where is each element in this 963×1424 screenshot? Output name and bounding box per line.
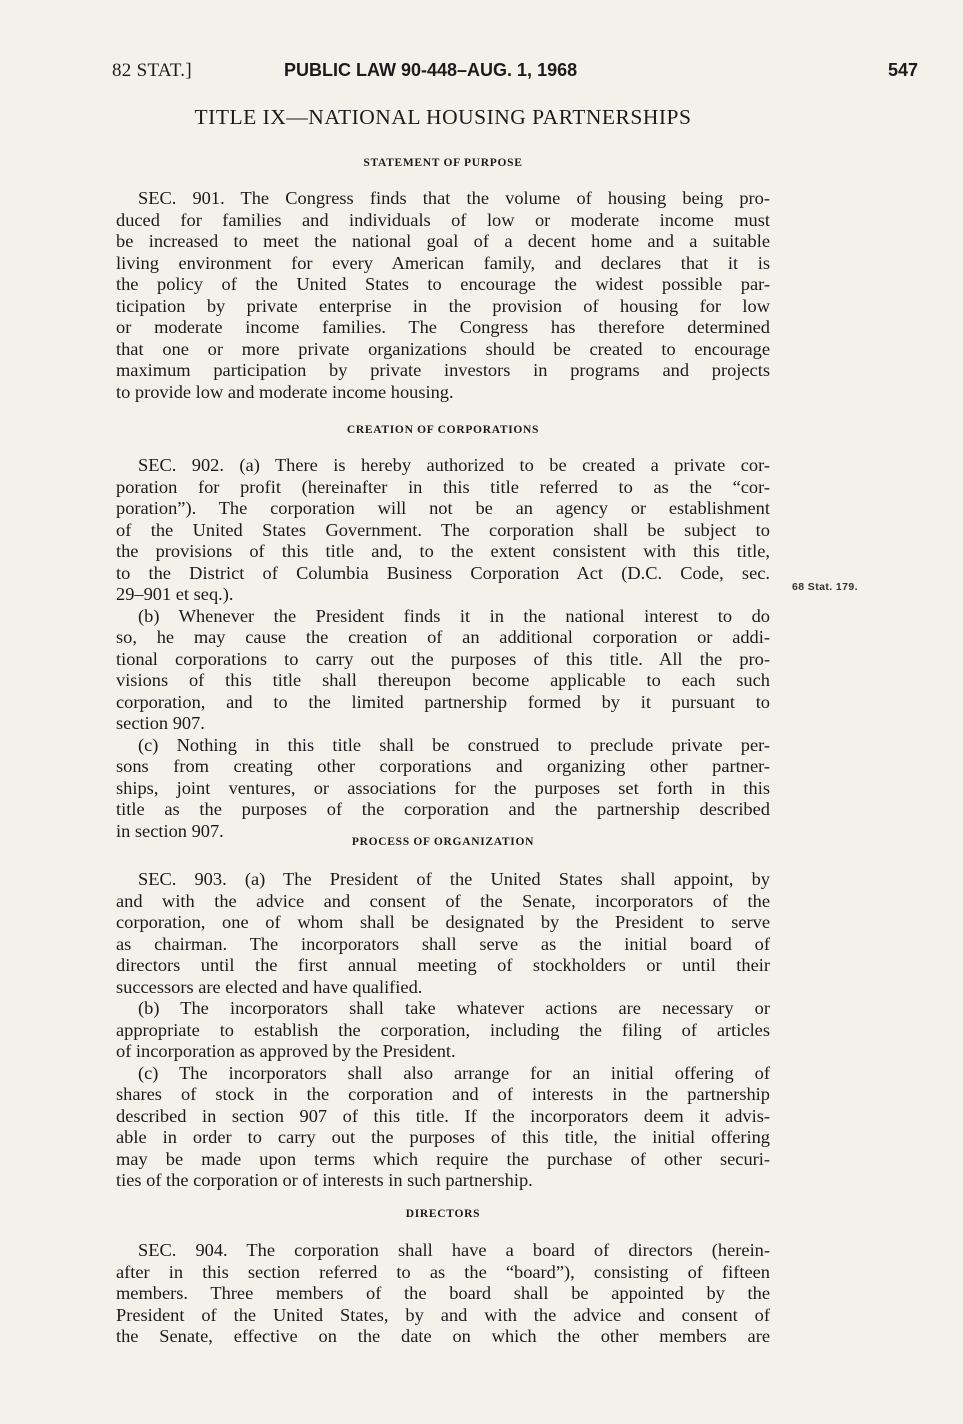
text-line: (b) Whenever the President finds it in the national interest to do — [138, 605, 770, 626]
section-heading-creation-of-corporations: CREATION OF CORPORATIONS — [346, 424, 540, 436]
text-line: duced for families and individuals of low or moderate income must — [116, 209, 770, 230]
section-901-text — [116, 188, 770, 403]
section-heading-directors: DIRECTORS — [405, 1208, 481, 1220]
text-line: described in section 907 of this title. If the incorporators deem it advis- — [116, 1105, 770, 1126]
text-line: SEC. 901. The Congress finds that the volume of housing being pro- — [138, 188, 770, 208]
text-line: appropriate to establish the corporation, including the filing of articles — [116, 1019, 770, 1040]
text-line: SEC. 904. The corporation shall have a board of directors (herein- — [138, 1240, 770, 1260]
text-line: the provisions of this title and, to the extent consistent with this title, — [116, 541, 770, 561]
text-line: (c) Nothing in this title shall be construed to preclude private per- — [138, 734, 770, 755]
text-line: section 907. — [116, 713, 205, 733]
text-line: after in this section referred to as the “board”), consisting of fifteen — [116, 1261, 770, 1282]
text-line: the Senate, effective on the date on which the other members are — [116, 1326, 770, 1346]
text-line: the policy of the United States to encourage the widest possible par- — [116, 274, 770, 294]
text-line: ships, joint ventures, or associations for the purposes set forth in this — [116, 777, 770, 798]
text-line: of incorporation as approved by the President. — [116, 1041, 456, 1061]
text-line: living environment for every American family, and declares that it is — [116, 252, 770, 273]
text-line: as chairman. The incorporators shall serve as the initial board of — [116, 933, 770, 954]
text-line: visions of this title shall thereupon become applicable to each such — [116, 670, 770, 690]
text-line: successors are elected and have qualified. — [116, 976, 423, 997]
section-902-text — [116, 455, 770, 842]
text-line: may be made upon terms which require the purchase of other securi- — [116, 1148, 770, 1169]
text-line: tional corporations to carry out the purposes of this title. All the pro- — [116, 648, 770, 669]
text-line: President of the United States, by and with the advice and consent of — [116, 1304, 770, 1325]
running-head — [112, 60, 918, 88]
text-line: or moderate income families. The Congress has therefore determined — [116, 317, 770, 337]
text-line: of the United States Government. The corporation shall be subject to — [116, 519, 770, 540]
text-line: maximum participation by private investors in programs and projects — [116, 360, 770, 380]
text-line: be increased to meet the national goal of a decent home and a suitable — [116, 231, 770, 251]
public-law-citation: PUBLIC LAW 90-448–AUG. 1, 1968 — [284, 60, 578, 80]
text-line: title as the purposes of the corporation and the partnership described — [116, 799, 770, 819]
text-line: and with the advice and consent of the Senate, incorporators of the — [116, 890, 770, 911]
section-heading-statement-of-purpose: STATEMENT OF PURPOSE — [363, 157, 523, 169]
text-line: (c) The incorporators shall also arrange for an initial offering of — [138, 1062, 770, 1083]
text-line: members. Three members of the board shall be appointed by the — [116, 1283, 770, 1303]
text-line: that one or more private organizations should be created to encourage — [116, 338, 770, 359]
page-number: 547 — [887, 60, 918, 80]
section-904-text — [116, 1240, 770, 1348]
text-line: directors until the first annual meeting of stockholders or until their — [116, 955, 770, 975]
text-line: corporation, and to the limited partnership formed by it pursuant to — [116, 691, 770, 712]
text-line: SEC. 902. (a) There is hereby authorized to be created a private cor- — [138, 455, 770, 475]
text-line: sons from creating other corporations and organizing other partner- — [116, 756, 770, 776]
text-line: so, he may cause the creation of an additional corporation or addi- — [116, 627, 770, 647]
text-line: (b) The incorporators shall take whatever actions are necessary or — [138, 998, 770, 1018]
text-line: 29–901 et seq.). — [116, 584, 234, 604]
section-heading-process-of-organization: PROCESS OF ORGANIZATION — [351, 836, 535, 848]
text-line: to provide low and moderate income housing. — [116, 381, 454, 402]
text-line: ties of the corporation or of interests in such partnership. — [116, 1170, 533, 1190]
text-line: SEC. 903. (a) The President of the United States shall appoint, by — [138, 869, 770, 889]
section-903-text — [116, 869, 770, 1192]
text-line: able in order to carry out the purposes of this title, the initial offering — [116, 1127, 770, 1147]
title-heading: TITLE IX—NATIONAL HOUSING PARTNERSHIPS — [194, 105, 692, 129]
text-line: ticipation by private enterprise in the provision of housing for low — [116, 295, 770, 316]
margin-citation: 68 Stat. 179. — [792, 581, 858, 593]
text-line: in section 907. — [116, 820, 224, 841]
text-line: shares of stock in the corporation and of interests in the partnership — [116, 1084, 770, 1104]
text-line: corporation, one of whom shall be designated by the President to serve — [116, 912, 770, 932]
text-line: to the District of Columbia Business Corporation Act (D.C. Code, sec. — [116, 562, 770, 583]
text-line: poration for profit (hereinafter in this title referred to as the “cor- — [116, 476, 770, 497]
text-line: poration”). The corporation will not be an agency or establishment — [116, 498, 770, 518]
volume-citation: 82 STAT.] — [112, 60, 192, 81]
